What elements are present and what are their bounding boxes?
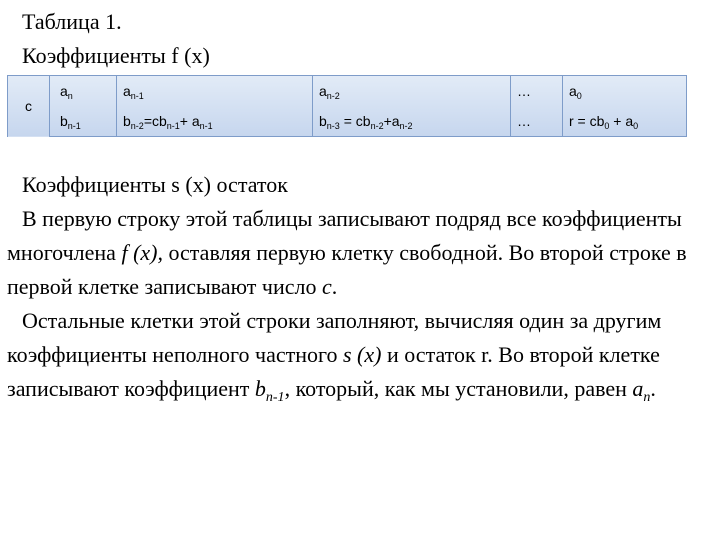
table-row-coefficients (8, 76, 687, 107)
c-cell (8, 76, 50, 137)
explanation-text (7, 168, 697, 406)
cell-ellipsis-2: … (511, 106, 563, 137)
table-caption-number: Таблица 1. (22, 9, 122, 34)
paragraph-quotient-heading: Коэффициенты s (x) остаток (22, 172, 288, 197)
paragraph-second-row: Остальные клетки этой строки заполняют, вычисляя один за другим коэффициенты неполного частного s (x) и остаток r. Во второй клетке записывают коэффициент $b_{n-1}$, который, как мы установили, равен $a_n$. (7, 308, 662, 405)
table-row-results (8, 106, 687, 137)
cell-b-n-1: $b_{n-1}$ (50, 106, 117, 137)
cell-ellipsis-1: … (511, 76, 563, 107)
table-caption-title: Коэффициенты f (x) (22, 43, 210, 68)
cell-a-n: $a_n$ (50, 76, 117, 107)
paragraph-first-row: В первую строку этой таблицы записывают подряд все коэффициенты многочлена f (x), оставляя первую клетку свободной. Во второй строке в первой клетке записывают число c. (7, 206, 687, 299)
coefficient-table (7, 75, 687, 137)
cell-a-n-1: $a_{n-1}$ (117, 76, 313, 107)
cell-a-0: $a_0$ (563, 76, 687, 107)
cell-b-n-2: $b_{n-2}=cb_{n-1}+ a_{n-1}$ (117, 106, 313, 137)
cell-b-n-3: $b_{n-3} = cb_{n-2}+a_{n-2}$ (313, 106, 511, 137)
c-label: c (25, 98, 32, 115)
cell-remainder: $r = cb_0 + a_0$ (563, 106, 687, 137)
cell-a-n-2: $a_{n-2}$ (313, 76, 511, 107)
